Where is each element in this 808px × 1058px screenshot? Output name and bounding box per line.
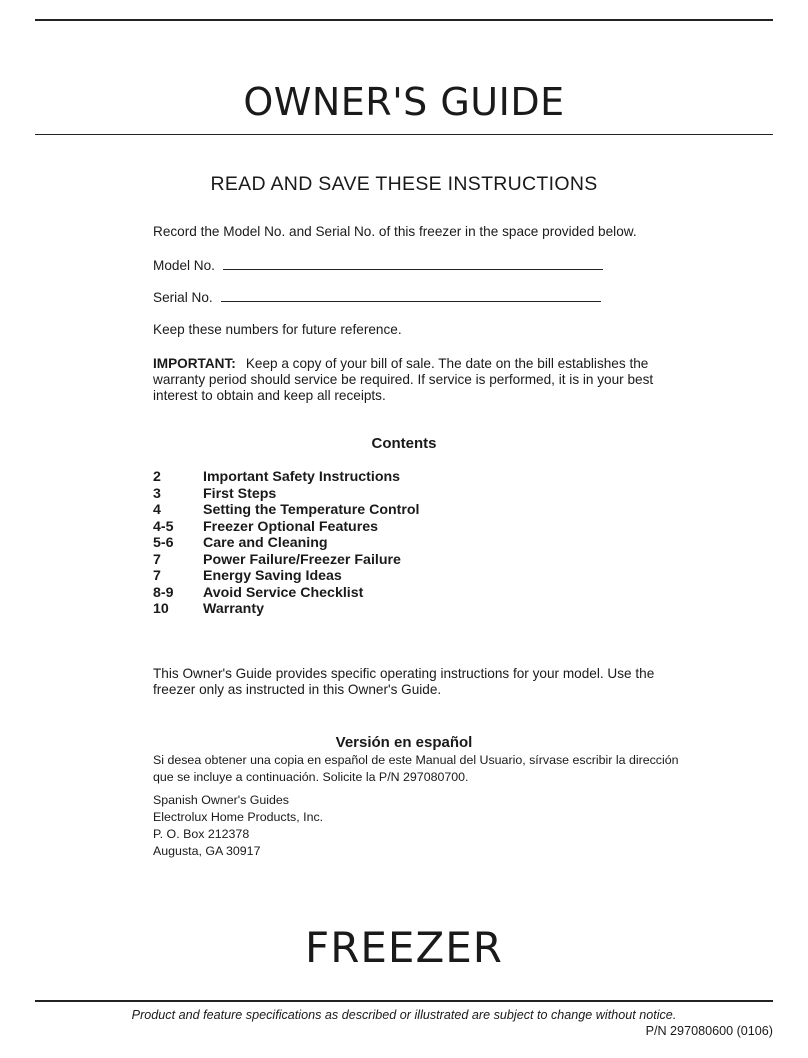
product-name: FREEZER <box>305 923 503 972</box>
owner-guide-note: This Owner's Guide provides specific operating instructions for your model. Use the freezer only as instructed in this Owner's Guide. <box>153 666 655 697</box>
contents-item <box>153 535 420 552</box>
address-line: Augusta, GA 30917 <box>153 844 261 858</box>
bottom-rule <box>35 1000 773 1002</box>
page-title: OWNER'S GUIDE <box>243 80 565 124</box>
contents-page: 7 <box>153 551 161 568</box>
title-divider <box>35 134 773 135</box>
contents-page: 7 <box>153 568 161 584</box>
contents-page: 3 <box>153 485 161 502</box>
important-note <box>153 356 673 404</box>
spanish-heading: Versión en español <box>335 734 473 751</box>
model-number-blank <box>223 259 603 270</box>
serial-number-field <box>153 290 601 305</box>
spanish-address <box>153 792 323 860</box>
contents-label: Warranty <box>203 601 264 617</box>
important-label: IMPORTANT: <box>153 356 236 371</box>
contents-label: First Steps <box>203 485 277 502</box>
contents-item <box>153 502 420 519</box>
serial-number-blank <box>221 291 601 302</box>
part-number: P/N 297080600 (0106) <box>645 1024 773 1038</box>
page-subtitle: READ AND SAVE THESE INSTRUCTIONS <box>210 173 598 195</box>
footer-notice: Product and feature specifications as described or illustrated are subject to change without notice. <box>131 1008 677 1022</box>
top-rule <box>35 19 773 21</box>
contents-label: Energy Saving Ideas <box>203 568 342 584</box>
contents-label: Power Failure/Freezer Failure <box>203 551 401 568</box>
contents-page: 5-6 <box>153 535 174 551</box>
contents-item <box>153 519 420 536</box>
address-line: P. O. Box 212378 <box>153 827 250 841</box>
contents-item <box>153 601 420 618</box>
contents-page: 4 <box>153 502 161 518</box>
contents-label: Important Safety Instructions <box>203 469 401 485</box>
keep-numbers-text: Keep these numbers for future reference. <box>153 322 402 337</box>
contents-item <box>153 568 420 585</box>
address-line: Spanish Owner's Guides <box>153 793 289 807</box>
contents-label: Freezer Optional Features <box>203 518 379 535</box>
contents-list <box>153 469 420 618</box>
contents-item <box>153 552 420 569</box>
spanish-body: Si desea obtener una copia en español de este Manual del Usuario, sírvase escribir la dirección que se incluye a continuación. Solicite la P/N 297080700. <box>153 753 679 784</box>
contents-item <box>153 585 420 602</box>
model-number-field <box>153 258 603 273</box>
contents-label: Care and Cleaning <box>203 535 328 551</box>
address-line: Electrolux Home Products, Inc. <box>153 810 324 824</box>
intro-text: Record the Model No. and Serial No. of this freezer in the space provided below. <box>153 224 637 239</box>
contents-heading: Contents <box>371 435 437 452</box>
contents-item <box>153 486 420 503</box>
important-text: Keep a copy of your bill of sale. The date on the bill establishes the warranty period should service be required. If service is performed, it is in your best interest to obtain and keep all receipts. <box>153 356 654 403</box>
contents-page: 2 <box>153 469 161 485</box>
contents-label: Avoid Service Checklist <box>203 584 364 601</box>
contents-page: 8-9 <box>153 584 174 601</box>
contents-page: 4-5 <box>153 518 174 535</box>
serial-number-label: Serial No. <box>153 290 213 305</box>
contents-label: Setting the Temperature Control <box>203 502 420 518</box>
contents-item <box>153 469 420 486</box>
contents-page: 10 <box>153 601 169 617</box>
model-number-label: Model No. <box>153 258 215 273</box>
